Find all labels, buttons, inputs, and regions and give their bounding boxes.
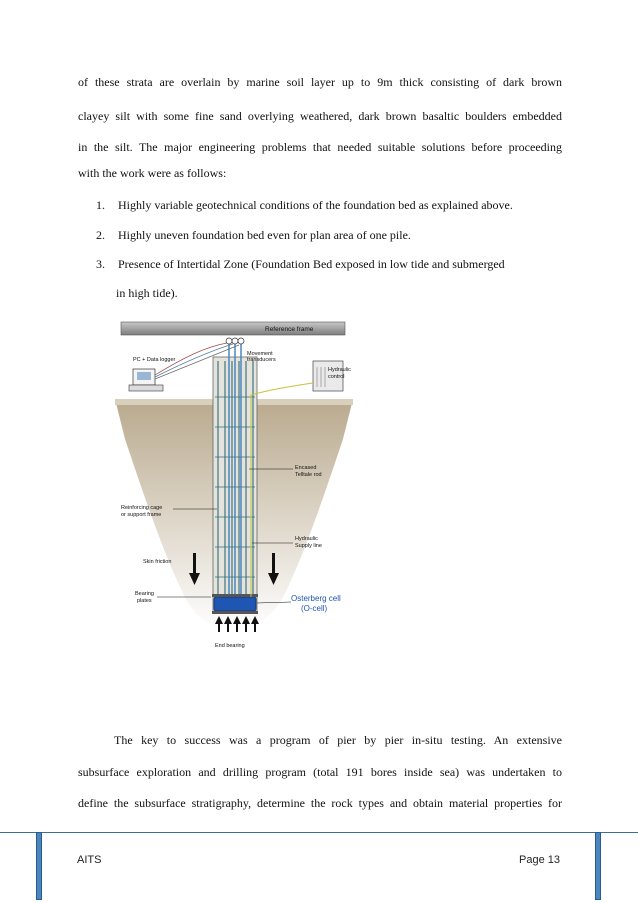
bearing-plate-bottom — [212, 611, 258, 614]
o-cell — [214, 597, 256, 611]
hydraulic-supply-label-2: Supply line — [295, 543, 322, 549]
encased-telltale-label-2: Telltale rod — [295, 472, 322, 478]
page-number: Page 13 — [519, 854, 560, 866]
footer-left-text: AITS — [77, 854, 102, 866]
hydraulic-supply-label-1: Hydraulic — [295, 536, 318, 542]
list-text: Presence of Intertidal Zone (Foundation Bed exposed in low tide and submerged — [118, 257, 505, 271]
list-item — [96, 229, 411, 241]
diagram-svg — [115, 317, 353, 658]
pc-data-logger-label: PC + Data logger — [133, 357, 176, 363]
list-text: Highly variable geotechnical conditions of the foundation bed as explained above. — [118, 198, 513, 212]
footer-left-bar — [36, 832, 42, 900]
hydraulic-control-label-2: control — [328, 374, 345, 380]
footer-right-bar — [595, 832, 601, 900]
paragraph-1-line-2: clayey silt with some fine sand overlying weathered, dark brown basaltic boulders embedded — [78, 109, 562, 123]
list-item-continuation: in high tide). — [116, 286, 178, 300]
reference-frame-label: Reference frame — [265, 326, 314, 333]
reinforcing-cage-label-2: or support frame — [121, 512, 162, 518]
list-number: 2. — [96, 228, 105, 242]
paragraph-1-line-4: with the work were as follows: — [78, 166, 227, 180]
list-text: Highly uneven foundation bed even for plan area of one pile. — [118, 228, 411, 242]
list-item — [96, 258, 505, 270]
reinforcing-cage-label-1: Reinforcing cage — [121, 505, 163, 511]
paragraph-2-line-2: subsurface exploration and drilling program (total 191 bores inside sea) was undertaken to — [78, 765, 562, 779]
bearing-plates-label-2: plates — [137, 598, 152, 604]
list-item — [96, 199, 513, 211]
osterberg-cell-label-1: Osterberg cell — [291, 594, 341, 603]
skin-friction-label: Skin friction — [143, 559, 172, 565]
movement-transducers-label-2: transducers — [247, 357, 276, 363]
paragraph-1-line-1: of these strata are overlain by marine soil layer up to 9m thick consisting of dark brown — [78, 75, 562, 89]
movement-transducers — [226, 338, 244, 344]
paragraph-2-line-3: define the subsurface stratigraphy, determine the rock types and obtain material properties for — [78, 796, 562, 810]
hydraulic-control-label-1: Hydraulic — [328, 367, 351, 373]
footer-rule — [0, 832, 638, 833]
list-number: 3. — [96, 257, 105, 271]
bearing-plates-label-1: Bearing — [135, 591, 154, 597]
movement-transducers-label-1: Movement — [247, 351, 273, 357]
end-bearing-label: End bearing — [215, 643, 245, 649]
osterberg-test-diagram — [115, 317, 353, 658]
paragraph-2-line-1: The key to success was a program of pier by pier in-situ testing. An extensive — [114, 733, 562, 747]
paragraph-1-line-3: in the silt. The major engineering problems that needed suitable solutions before proceeding — [78, 140, 562, 154]
encased-telltale-label-1: Encased — [295, 465, 317, 471]
osterberg-cell-label-2: (O-cell) — [301, 604, 328, 613]
list-number: 1. — [96, 198, 105, 212]
